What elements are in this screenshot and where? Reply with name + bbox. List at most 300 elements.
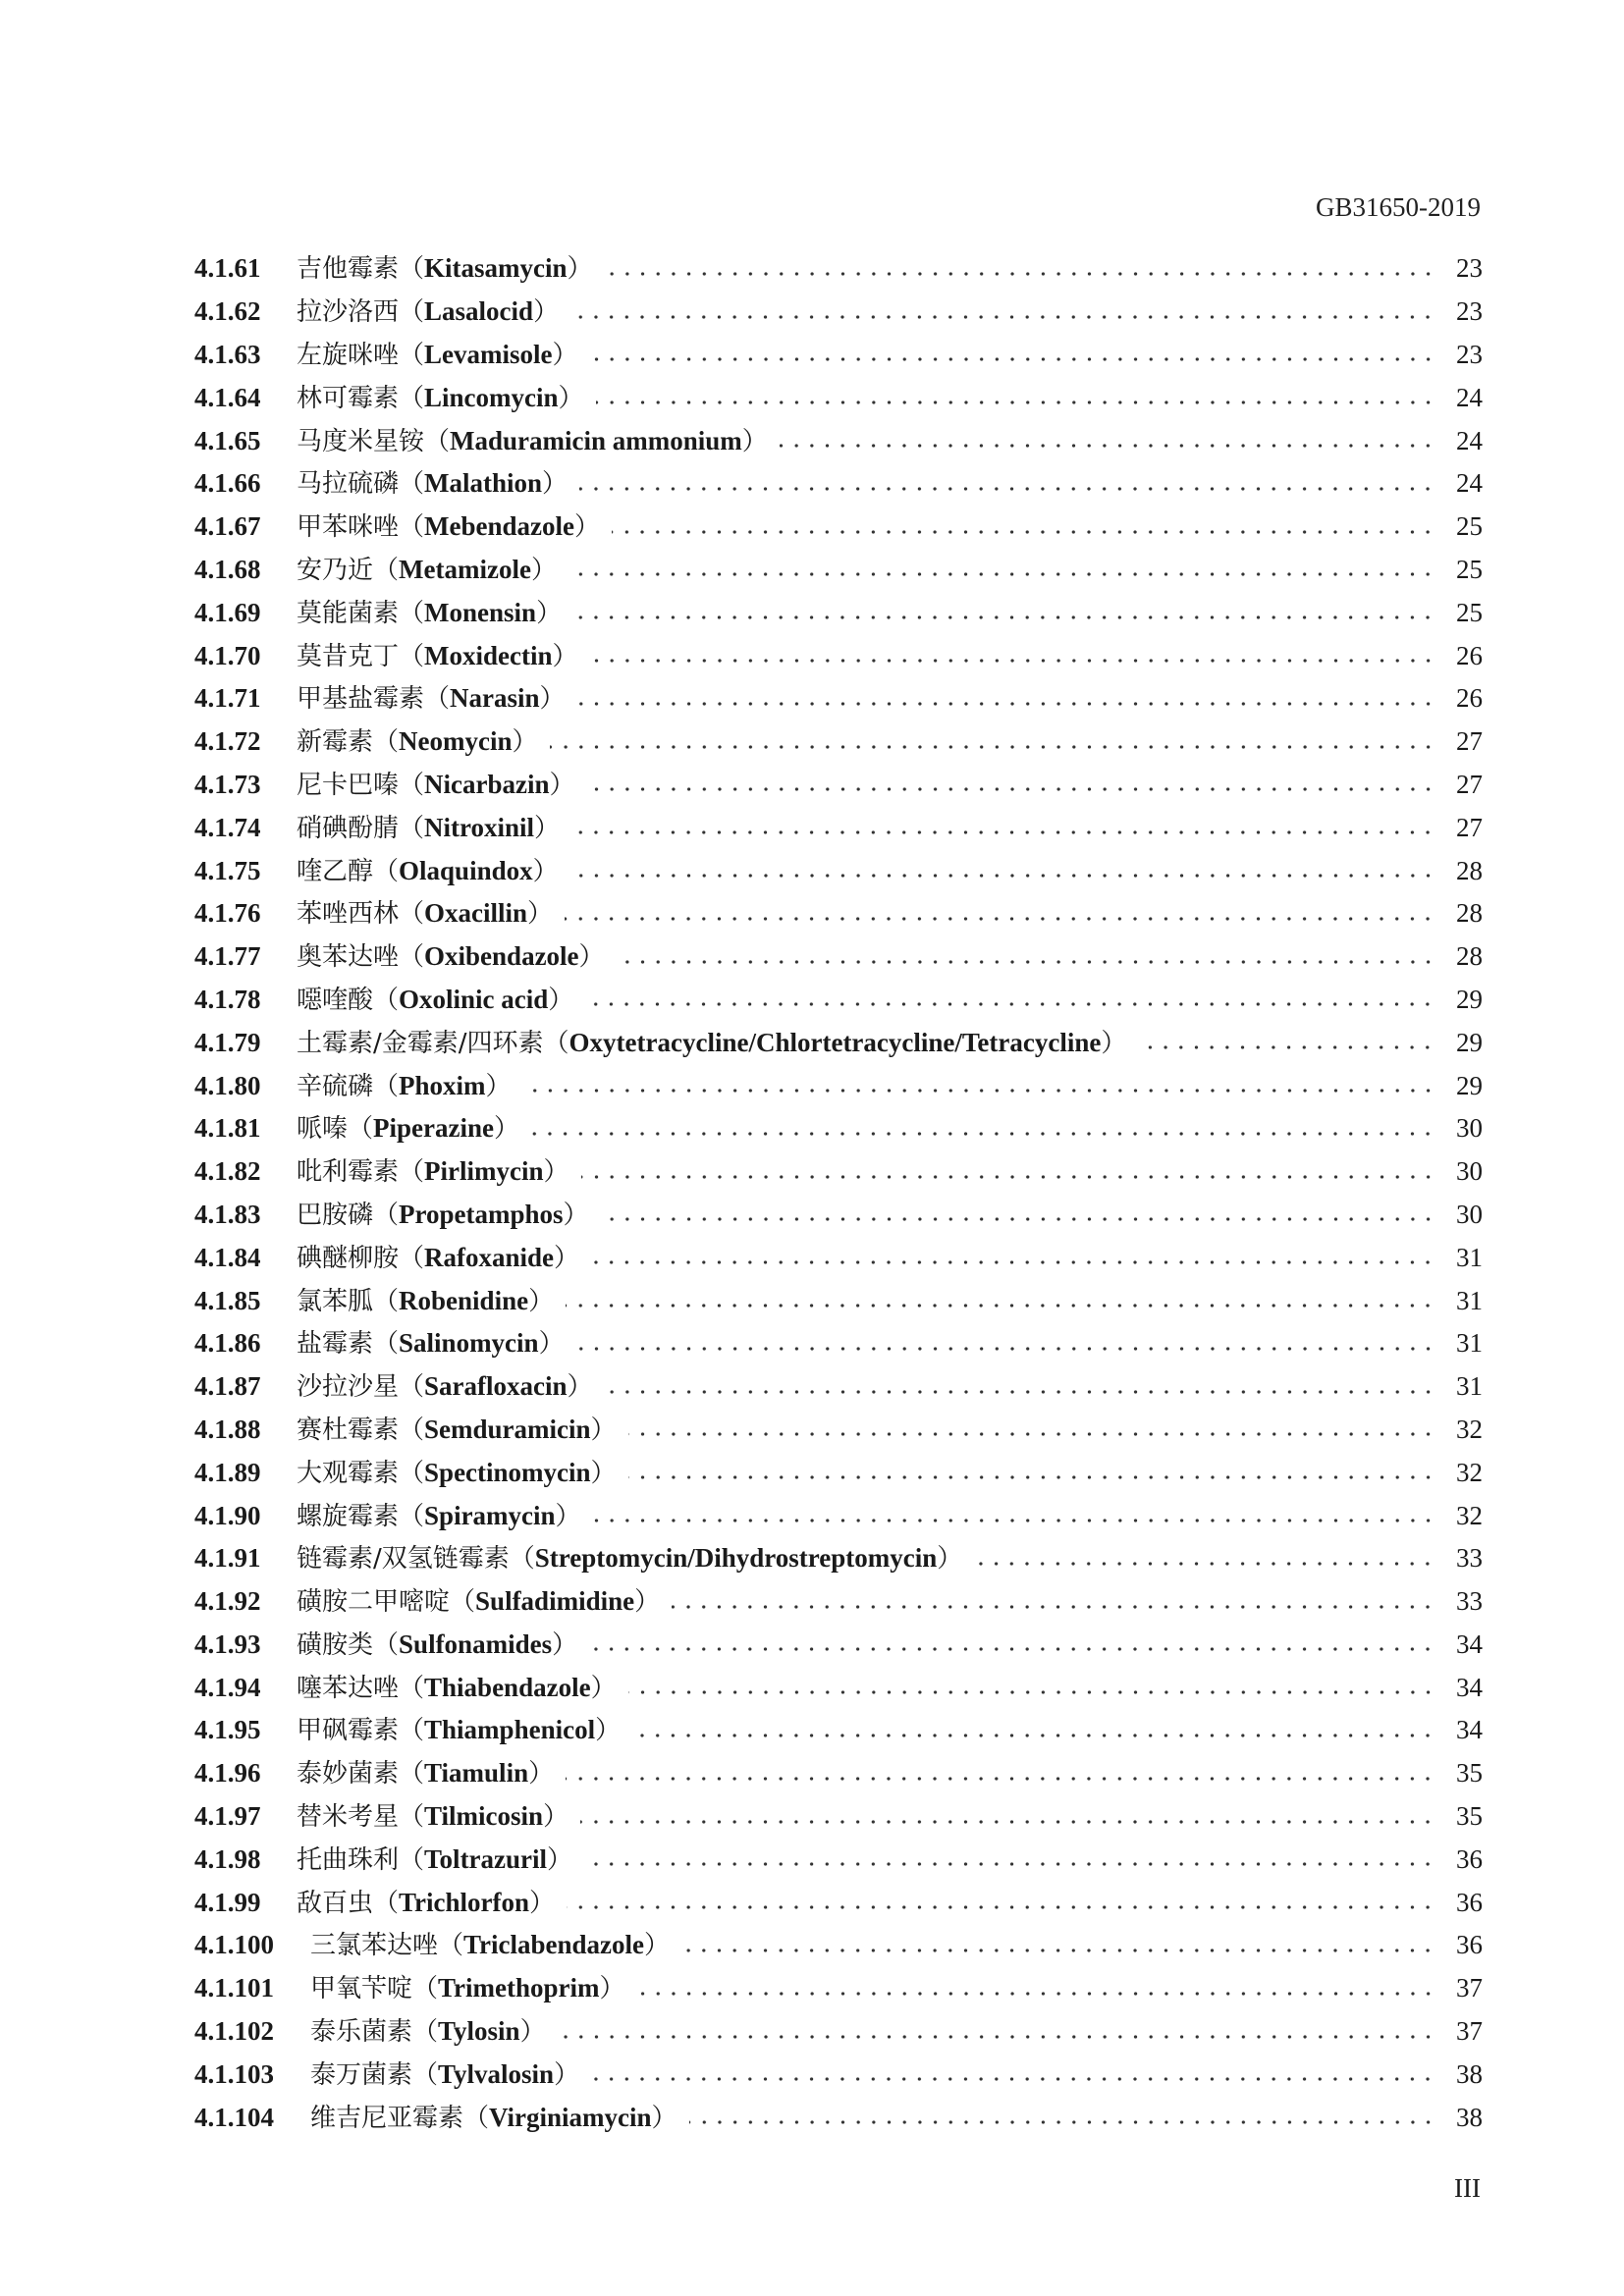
toc-entry-english-name: Lasalocid [424, 296, 534, 327]
toc-entry[interactable] [194, 764, 1483, 807]
close-paren: ） [567, 1372, 593, 1403]
toc-entry-title [297, 1416, 617, 1443]
open-paren: （ [399, 1501, 425, 1531]
toc-entry[interactable] [194, 1709, 1483, 1752]
toc-entry-chinese-name: 土霉素/金霉素/四环素 [297, 1028, 544, 1058]
close-paren: ） [555, 1501, 581, 1531]
toc-entry-page: 23 [1456, 253, 1483, 284]
dot-leader [628, 1432, 1435, 1436]
toc-entry-page: 37 [1456, 1973, 1483, 2003]
toc-entry-page: 32 [1456, 1414, 1483, 1444]
toc-entry-title [297, 1201, 589, 1228]
table-of-contents [194, 247, 1483, 2139]
toc-entry[interactable] [194, 677, 1483, 721]
toc-entry[interactable] [194, 1322, 1483, 1365]
toc-entry[interactable] [194, 1279, 1483, 1322]
toc-entry-page: 29 [1456, 984, 1483, 1014]
toc-entry[interactable] [194, 1537, 1483, 1580]
toc-entry-page: 36 [1456, 1843, 1483, 1874]
toc-entry-title [297, 1715, 622, 1746]
standard-number: GB31650-2019 [1316, 192, 1481, 222]
toc-entry-title [297, 597, 563, 628]
dot-leader [531, 1132, 1435, 1136]
toc-entry-english-name: Monensin [424, 597, 537, 627]
toc-entry-chinese-name: 盐霉素 [297, 1329, 374, 1360]
toc-entry-number: 4.1.100 [194, 1930, 274, 1960]
toc-entry-title [297, 726, 538, 758]
close-paren: ） [543, 1802, 569, 1833]
toc-entry[interactable] [194, 1838, 1483, 1881]
dot-leader [617, 960, 1435, 964]
toc-entry-page: 37 [1456, 2016, 1483, 2047]
toc-entry-page: 31 [1456, 1328, 1483, 1359]
toc-entry-chinese-name: 苯唑西林 [297, 899, 400, 930]
toc-entry-number: 4.1.70 [194, 640, 261, 670]
dot-leader [577, 702, 1435, 706]
toc-entry-title [297, 511, 601, 543]
toc-entry[interactable] [194, 721, 1483, 764]
toc-entry-english-name: Tiamulin [424, 1758, 529, 1789]
dot-leader [591, 2077, 1435, 2081]
toc-entry-english-name: Sulfadimidine [475, 1586, 635, 1617]
toc-entry-page: 31 [1456, 1242, 1483, 1272]
toc-entry[interactable] [194, 1451, 1483, 1494]
toc-entry[interactable] [194, 247, 1483, 291]
close-paren: ） [634, 1587, 661, 1618]
open-paren: （ [373, 1888, 400, 1918]
toc-entry-page: 29 [1456, 1070, 1483, 1100]
close-paren: ） [485, 1071, 512, 1101]
toc-entry-english-name: Kitasamycin [424, 253, 568, 284]
toc-entry[interactable] [194, 462, 1483, 506]
toc-entry-number: 4.1.66 [194, 468, 261, 499]
toc-entry[interactable] [194, 1064, 1483, 1107]
toc-entry-number: 4.1.86 [194, 1328, 261, 1359]
toc-entry-number: 4.1.72 [194, 726, 261, 757]
toc-entry-page: 35 [1456, 1758, 1483, 1789]
toc-entry-number: 4.1.99 [194, 1887, 261, 1917]
dot-leader [612, 530, 1435, 534]
toc-entry-title [297, 683, 566, 715]
toc-entry-chinese-name: 巴胺磷 [297, 1200, 374, 1230]
close-paren: ） [534, 813, 561, 843]
toc-entry-number: 4.1.97 [194, 1801, 261, 1832]
close-paren: ） [549, 770, 575, 800]
open-paren: （ [373, 985, 400, 1015]
dot-leader [590, 357, 1435, 361]
toc-entry-page: 36 [1456, 1887, 1483, 1917]
open-paren: （ [399, 1673, 425, 1703]
open-paren: （ [450, 1587, 476, 1618]
close-paren: ） [533, 297, 560, 328]
toc-entry-english-name: Levamisole [424, 339, 553, 369]
toc-entry[interactable] [194, 1021, 1483, 1064]
toc-entry-chinese-name: 大观霉素 [297, 1458, 400, 1488]
toc-entry-english-name: Piperazine [373, 1113, 494, 1144]
dot-leader [567, 1905, 1435, 1909]
toc-entry-page: 34 [1456, 1715, 1483, 1745]
toc-entry-chinese-name: 左旋咪唑 [297, 340, 400, 370]
toc-entry-number: 4.1.92 [194, 1586, 261, 1617]
dot-leader [584, 1862, 1435, 1866]
toc-entry-chinese-name: 磺胺二甲嘧啶 [297, 1587, 451, 1618]
toc-entry-number: 4.1.95 [194, 1715, 261, 1745]
toc-entry-page: 34 [1456, 1629, 1483, 1659]
toc-entry-number: 4.1.74 [194, 812, 261, 842]
toc-entry-english-name: Salinomycin [399, 1328, 539, 1359]
toc-entry-title [297, 1543, 963, 1575]
toc-entry-english-name: Phoxim [399, 1070, 486, 1100]
toc-entry[interactable] [194, 1924, 1483, 1967]
toc-entry-number: 4.1.102 [194, 2016, 274, 2047]
close-paren: ） [563, 1200, 589, 1230]
toc-entry[interactable] [194, 2053, 1483, 2096]
dot-leader [605, 1390, 1435, 1394]
open-paren: （ [399, 813, 425, 843]
toc-entry[interactable] [194, 1365, 1483, 1409]
open-paren: （ [399, 770, 425, 800]
toc-entry-chinese-name: 喹乙醇 [297, 856, 374, 886]
dot-leader [585, 1002, 1435, 1006]
toc-entry-number: 4.1.90 [194, 1500, 261, 1530]
toc-entry-title [297, 769, 575, 800]
open-paren: （ [399, 1458, 425, 1488]
toc-entry-page: 27 [1456, 812, 1483, 842]
toc-entry-page: 28 [1456, 898, 1483, 929]
open-paren: （ [399, 469, 425, 500]
toc-entry-english-name: Trimethoprim [438, 1973, 600, 2003]
toc-entry[interactable] [194, 506, 1483, 549]
open-paren: （ [509, 1544, 535, 1575]
dot-leader [632, 1734, 1435, 1737]
close-paren: ） [590, 1415, 617, 1445]
toc-entry[interactable] [194, 1150, 1483, 1194]
dot-leader [1138, 1045, 1435, 1049]
toc-entry-title [297, 339, 578, 370]
toc-entry-number: 4.1.77 [194, 941, 261, 972]
toc-entry-chinese-name: 尼卡巴嗪 [297, 770, 400, 800]
toc-entry-page: 30 [1456, 1113, 1483, 1144]
toc-entry-chinese-name: 奥苯达唑 [297, 942, 400, 973]
toc-entry-page: 23 [1456, 339, 1483, 369]
toc-entry-title [297, 984, 574, 1015]
open-paren: （ [399, 899, 425, 930]
dot-leader [566, 1777, 1435, 1781]
dot-leader [558, 2035, 1435, 2039]
toc-entry-chinese-name: 吡利霉素 [297, 1157, 400, 1188]
toc-entry-number: 4.1.91 [194, 1543, 261, 1574]
open-paren: （ [373, 1071, 400, 1101]
toc-entry[interactable] [194, 1494, 1483, 1537]
close-paren: ） [532, 856, 559, 886]
toc-entry[interactable] [194, 376, 1483, 419]
toc-entry-page: 32 [1456, 1500, 1483, 1530]
toc-entry-title [297, 941, 605, 973]
toc-entry-english-name: Toltrazuril [424, 1843, 548, 1874]
toc-entry-title [297, 898, 554, 930]
toc-entry-number: 4.1.88 [194, 1414, 261, 1444]
close-paren: ） [651, 2103, 677, 2133]
open-paren: （ [373, 1286, 400, 1316]
toc-entry[interactable] [194, 1580, 1483, 1624]
dot-leader [589, 1647, 1435, 1651]
toc-entry-english-name: Oxolinic acid [399, 984, 549, 1014]
toc-entry-chinese-name: 三氯苯达唑 [310, 1931, 439, 1961]
toc-entry-english-name: Tylosin [438, 2016, 520, 2047]
close-paren: ） [538, 1329, 565, 1360]
toc-entry-english-name: Neomycin [399, 726, 513, 757]
toc-entry-chinese-name: 哌嗪 [297, 1114, 349, 1145]
close-paren: ） [539, 684, 566, 715]
dot-leader [523, 1089, 1435, 1093]
toc-entry-chinese-name: 拉沙洛西 [297, 297, 400, 328]
toc-entry-chinese-name: 维吉尼亚霉素 [310, 2103, 464, 2133]
toc-entry-page: 30 [1456, 1156, 1483, 1187]
toc-entry-english-name: Rafoxanide [424, 1242, 555, 1272]
toc-entry[interactable] [194, 2010, 1483, 2054]
toc-entry-english-name: Nitroxinil [424, 812, 535, 842]
toc-entry-page: 24 [1456, 468, 1483, 499]
toc-entry[interactable] [194, 979, 1483, 1022]
toc-entry-english-name: Tilmicosin [424, 1801, 544, 1832]
toc-entry[interactable] [194, 1881, 1483, 1924]
dot-leader [565, 917, 1435, 921]
toc-entry[interactable] [194, 549, 1483, 592]
open-paren: （ [412, 2017, 439, 2048]
toc-entry-title [297, 1887, 556, 1918]
close-paren: ） [529, 1888, 556, 1918]
toc-entry-page: 31 [1456, 1285, 1483, 1315]
dot-leader [590, 659, 1435, 663]
toc-entry[interactable] [194, 1107, 1483, 1150]
toc-entry-title [297, 253, 593, 285]
toc-entry-english-name: Propetamphos [399, 1199, 564, 1229]
dot-leader [570, 315, 1435, 319]
toc-entry-title [297, 1760, 554, 1787]
toc-entry-title [297, 1156, 569, 1188]
close-paren: ） [558, 383, 584, 413]
toc-entry[interactable] [194, 2096, 1483, 2139]
toc-entry-title [297, 1500, 581, 1531]
toc-entry-page: 26 [1456, 640, 1483, 670]
toc-entry-page: 24 [1456, 425, 1483, 455]
dot-leader [596, 400, 1435, 404]
open-paren: （ [424, 684, 451, 715]
open-paren: （ [438, 1931, 464, 1961]
toc-entry-chinese-name: 马拉硫磷 [297, 469, 400, 500]
toc-entry-english-name: Moxidectin [424, 640, 553, 670]
toc-entry[interactable] [194, 1666, 1483, 1709]
toc-entry-number: 4.1.84 [194, 1242, 261, 1272]
toc-entry-page: 28 [1456, 941, 1483, 972]
toc-entry-title [310, 2102, 677, 2133]
toc-entry-title [297, 554, 557, 585]
dot-leader [591, 1260, 1435, 1264]
toc-entry-title [297, 640, 578, 671]
open-paren: （ [373, 856, 400, 886]
toc-entry-page: 38 [1456, 2058, 1483, 2089]
toc-entry-chinese-name: 链霉素/双氢链霉素 [297, 1544, 510, 1575]
toc-entry-number: 4.1.73 [194, 769, 261, 799]
toc-entry-number: 4.1.85 [194, 1285, 261, 1315]
toc-entry-english-name: Virginiamycin [489, 2102, 652, 2132]
toc-entry[interactable] [194, 634, 1483, 677]
toc-entry-chinese-name: 泰妙菌素 [297, 1759, 400, 1789]
dot-leader [571, 830, 1435, 834]
toc-entry[interactable] [194, 1795, 1483, 1839]
toc-entry-number: 4.1.62 [194, 296, 261, 327]
toc-entry[interactable] [194, 419, 1483, 462]
toc-entry-number: 4.1.75 [194, 855, 261, 885]
close-paren: ） [554, 2059, 580, 2090]
close-paren: ） [574, 512, 601, 543]
open-paren: （ [399, 383, 425, 413]
toc-entry-english-name: Oxacillin [424, 898, 528, 929]
toc-entry-chinese-name: 甲苯咪唑 [297, 512, 400, 543]
toc-entry[interactable] [194, 591, 1483, 634]
open-paren: （ [399, 254, 425, 285]
toc-entry-english-name: Spectinomycin [424, 1457, 591, 1487]
toc-entry-english-name: Triclabendazole [463, 1930, 645, 1960]
toc-entry-chinese-name: 辛硫磷 [297, 1071, 374, 1101]
dot-leader [566, 1304, 1435, 1308]
toc-entry-title [297, 1371, 593, 1403]
open-paren: （ [412, 1974, 439, 2004]
close-paren: ） [595, 1716, 622, 1746]
open-paren: （ [399, 1243, 425, 1273]
toc-entry[interactable] [194, 1409, 1483, 1452]
toc-entry-english-name: Sarafloxacin [424, 1371, 568, 1402]
toc-entry-chinese-name: 安乃近 [297, 555, 374, 585]
toc-entry-number: 4.1.89 [194, 1457, 261, 1487]
close-paren: ） [528, 1759, 555, 1789]
dot-leader [576, 1347, 1435, 1351]
toc-entry-title [310, 1975, 625, 2002]
close-paren: ） [543, 1157, 569, 1188]
toc-entry-page: 33 [1456, 1586, 1483, 1617]
toc-entry[interactable] [194, 1194, 1483, 1237]
close-paren: ） [1101, 1028, 1127, 1058]
toc-entry-page: 36 [1456, 1930, 1483, 1960]
toc-entry-english-name: Spiramycin [424, 1500, 556, 1530]
toc-entry[interactable] [194, 291, 1483, 334]
open-paren: （ [373, 1200, 400, 1230]
toc-entry-number: 4.1.96 [194, 1758, 261, 1789]
close-paren: ） [536, 598, 563, 628]
toc-entry[interactable] [194, 1752, 1483, 1795]
toc-entry-title [310, 2016, 546, 2048]
toc-entry[interactable] [194, 935, 1483, 979]
toc-entry[interactable] [194, 1236, 1483, 1279]
open-paren: （ [399, 942, 425, 973]
open-paren: （ [348, 1114, 374, 1145]
toc-entry-chinese-name: 甲基盐霉素 [297, 684, 425, 715]
open-paren: （ [399, 1844, 425, 1875]
toc-entry-number: 4.1.101 [194, 1973, 274, 2003]
toc-entry-english-name: Oxytetracycline/Chlortetracycline/Tetracycline [568, 1027, 1102, 1057]
open-paren: （ [399, 1716, 425, 1746]
toc-entry-english-name: Tylvalosin [438, 2058, 555, 2089]
toc-entry-number: 4.1.76 [194, 898, 261, 929]
close-paren: ） [578, 942, 605, 973]
dot-leader [628, 1690, 1435, 1694]
toc-entry-number: 4.1.61 [194, 253, 261, 284]
toc-entry-english-name: Pirlimycin [424, 1156, 544, 1187]
close-paren: ） [552, 641, 578, 671]
close-paren: ） [552, 340, 578, 370]
toc-entry-title [297, 1457, 617, 1488]
close-paren: ） [528, 1286, 555, 1316]
toc-entry-number: 4.1.63 [194, 339, 261, 369]
toc-entry-title [297, 425, 768, 456]
toc-entry-chinese-name: 马度米星铵 [297, 426, 425, 456]
toc-entry-number: 4.1.103 [194, 2058, 274, 2089]
open-paren: （ [399, 598, 425, 628]
toc-entry-number: 4.1.67 [194, 511, 261, 542]
toc-entry-english-name: Robenidine [399, 1285, 529, 1315]
toc-entry-number: 4.1.98 [194, 1843, 261, 1874]
toc-entry-chinese-name: 新霉素 [297, 727, 374, 758]
dot-leader [601, 1217, 1435, 1221]
close-paren: ） [554, 1243, 580, 1273]
toc-entry[interactable] [194, 334, 1483, 377]
dot-leader [550, 745, 1435, 749]
toc-entry[interactable] [194, 1967, 1483, 2010]
toc-entry-number: 4.1.104 [194, 2102, 274, 2132]
toc-entry-chinese-name: 敌百虫 [297, 1888, 374, 1918]
toc-entry-english-name: Thiamphenicol [424, 1715, 596, 1745]
toc-entry-english-name: Sulfonamides [399, 1629, 553, 1659]
dot-leader [581, 1175, 1435, 1179]
toc-entry-page: 27 [1456, 726, 1483, 757]
toc-entry-title [297, 1113, 520, 1145]
toc-entry[interactable] [194, 1624, 1483, 1667]
toc-entry-title [297, 1672, 617, 1703]
open-paren: （ [373, 555, 400, 585]
toc-entry-page: 25 [1456, 597, 1483, 627]
open-paren: （ [373, 1329, 400, 1360]
toc-entry[interactable] [194, 806, 1483, 849]
toc-entry-number: 4.1.80 [194, 1070, 261, 1100]
toc-entry-chinese-name: 碘醚柳胺 [297, 1243, 400, 1273]
open-paren: （ [373, 1629, 400, 1660]
toc-entry[interactable] [194, 892, 1483, 935]
toc-entry-number: 4.1.65 [194, 425, 261, 455]
toc-entry-title [297, 1285, 555, 1316]
toc-entry-number: 4.1.94 [194, 1672, 261, 1702]
open-paren: （ [399, 340, 425, 370]
dot-leader [605, 272, 1435, 276]
open-paren: （ [399, 1415, 425, 1445]
open-paren: （ [424, 426, 451, 456]
toc-entry[interactable] [194, 849, 1483, 892]
toc-entry-chinese-name: 替米考星 [297, 1802, 400, 1833]
close-paren: ） [599, 1974, 625, 2004]
dot-leader [573, 615, 1435, 619]
open-paren: （ [399, 1759, 425, 1789]
toc-entry-page: 25 [1456, 554, 1483, 584]
dot-leader [570, 874, 1435, 878]
toc-entry-title [297, 1070, 512, 1101]
toc-entry-chinese-name: 托曲珠利 [297, 1844, 400, 1875]
close-paren: ） [530, 555, 557, 585]
toc-entry-page: 25 [1456, 511, 1483, 542]
open-paren: （ [399, 512, 425, 543]
toc-entry-page: 26 [1456, 683, 1483, 714]
close-paren: ） [590, 1458, 617, 1488]
dot-leader [579, 487, 1435, 491]
toc-entry-title [297, 1242, 580, 1273]
